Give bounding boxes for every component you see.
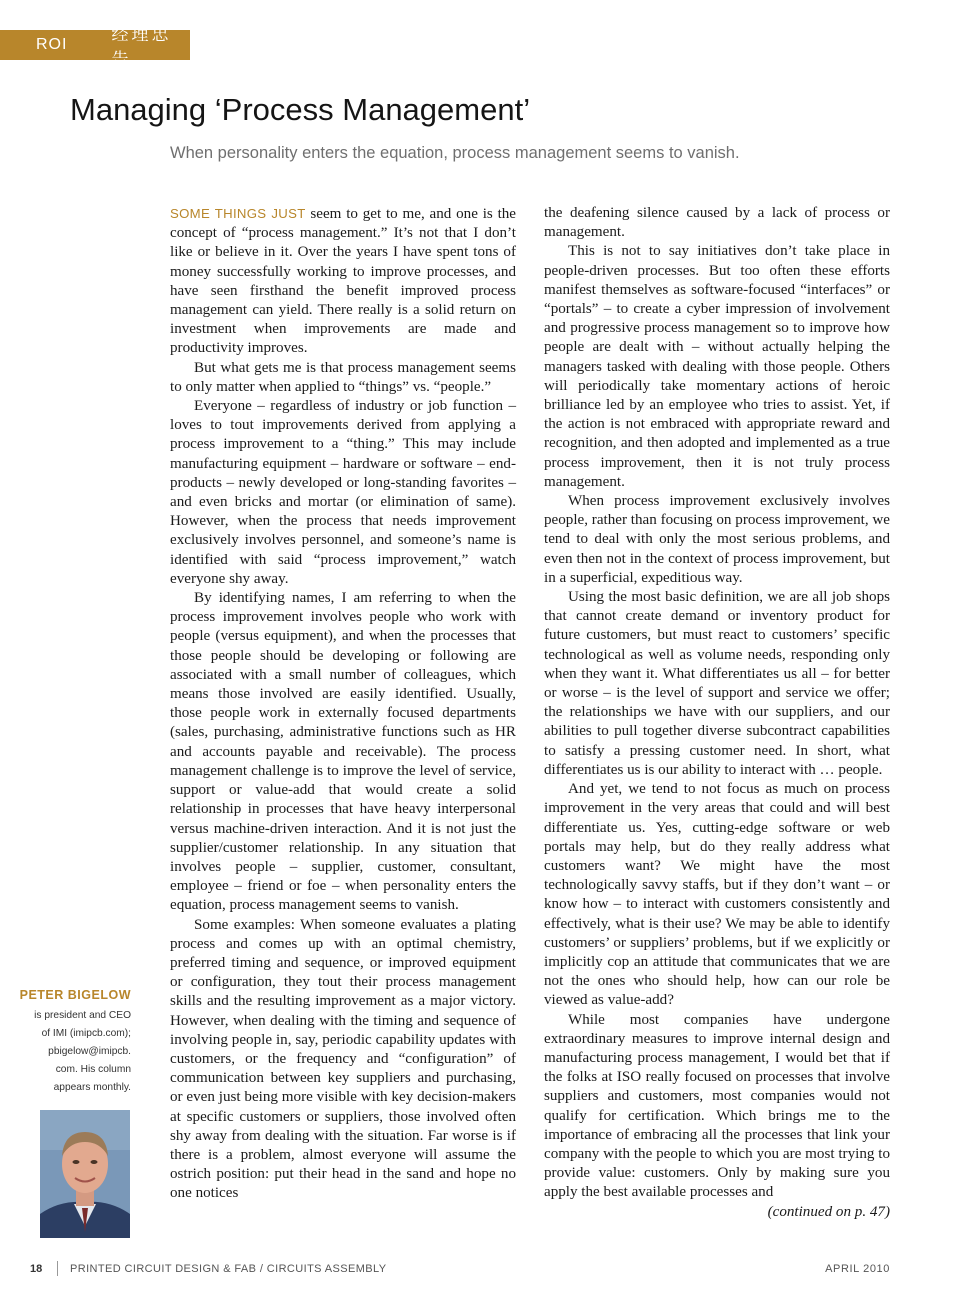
paragraph: And yet, we tend to not focus as much on process improvement in the very areas that could and will best differentiate us. Yes, cutting-edge software or web portals may help, but do they really address what customers want? We might have the most technologically savvy staffs, but if they don’t want – or know how – to interact with customers consistently and effectively, what is their use? We may be able to identify customers’ or suppliers’ problems, but if we explicitly or implicitly cop an attitude that communicates that we are not the ones who should help, how can our role be viewed as value-add?	[544, 781, 890, 1009]
author-name: PETER BIGELOW	[19, 988, 131, 1002]
author-portrait-image	[40, 1110, 130, 1238]
bio-line: is president and CEO	[34, 1010, 131, 1021]
continued-note: (continued on p. 47)	[767, 1203, 890, 1220]
paragraph-text: seem to get to me, and one is the concept of “process management.” It’s not that I don’t like or believe in it. Over the years I have spent tons of money successfully working to improve processes, and have seen firsthand the benefit improved process management can yield. There really is a solid return on investment when improvements are made and productivity improves.	[170, 206, 517, 357]
paragraph: When process improvement exclusively involves people, rather than focusing on process improvement, we tend to deal with only the most serious problems, and even then not in the context of process improvement, but in a superficial, expeditious way.	[544, 493, 890, 586]
bio-line: of IMI (imipcb.com);	[41, 1028, 131, 1039]
section-label: ROI	[36, 36, 68, 53]
paragraph: But what gets me is that process management seems to only matter when applied to “things” vs. “people.”	[170, 359, 516, 395]
page-footer	[0, 1260, 960, 1280]
article-title: Managing ‘Process Management’	[70, 92, 531, 127]
lead-in: SOME THINGS JUST	[170, 206, 306, 221]
section-tag	[0, 25, 190, 69]
paragraph: This is not to say initiatives don’t take place in people-driven processes. But too often these efforts manifest themselves as software-focused “interfaces” or “portals” – to create a cyber impression of involvement and progressive process management so to improve how people are dealt with – without actually helping the managers tasked with dealing with those people. Others will periodically take momentary actions of heroic brilliance led by an employee who tries to assist. Yet, if the action is not embraced with appropriate reward and recognition, and then adopted and implemented as a true process improvement, then it is not truly process management.	[544, 243, 890, 490]
page-number: 18	[30, 1263, 43, 1275]
publication-name: PRINTED CIRCUIT DESIGN & FAB / CIRCUITS ASSEMBLY	[70, 1263, 387, 1275]
bio-line: com. His column	[55, 1064, 131, 1075]
paragraph: the deafening silence caused by a lack of process or management.	[544, 205, 890, 241]
footer-divider	[57, 1261, 58, 1276]
article-column-2	[544, 204, 890, 1222]
section-label-cjk: 经理忠告	[111, 25, 172, 69]
author-photo	[40, 1110, 130, 1238]
paragraph: Using the most basic definition, we are all job shops that cannot create demand or inventory product for future customers, but must react to customers’ specific technological as well as volume needs, responding only when they want it. What differentiates us all – for better or worse – is the level of support and service we offer; the relationships we have with our suppliers, and our abilities to pull together diverse subcontract capabilities to satisfy a pressing customer need. In short, what differentiates us is our ability to interact with … people.	[544, 589, 890, 778]
article-column-1	[170, 204, 516, 1204]
bio-line: appears monthly.	[53, 1082, 131, 1093]
paragraph: By identifying names, I am referring to when the process improvement involves people who work with people (versus equipment), and when the processes that those people should be developing or following are associated with a small number of colleagues, which means those involved are easily identified. Usually, those people work in externally focused departments (sales, purchasing, administrative functions such as HR and accounts payable and receivable). The process management challenge is to improve the level of service, support or value-add that would create a solid relationship in processes that have heavy interpersonal versus machine-driven interaction. And it is not just the supplier/customer relationship. In any situation that involves people – supplier, customer, consultant, employee – friend or foe – when personality enters the equation, process management seems to vanish.	[170, 590, 516, 914]
issue-date: APRIL 2010	[825, 1263, 890, 1275]
paragraph: Some examples: When someone evaluates a plating process and comes up with an optimal chemistry, preferred timing and sequence, or improved equipment or configuration, they tout their process management skills and the resulting improvement as a major victory. However, when dealing with the timing and sequence of involving people in, say, periodic capability updates with customers, or the frequency and “configuration” of communication between key suppliers and purchasing, or even just being more visible with key decision-makers at specific customers or suppliers, those involved often shy away from dealing with the situation. Far worse is if there is a problem, almost everyone will assume the ostrich position: put their head in the sand and hope no one notices	[170, 916, 516, 1202]
article-subtitle: When personality enters the equation, process management seems to vanish.	[170, 144, 740, 162]
author-bio	[14, 988, 131, 1097]
bio-line: pbigelow@imipcb.	[48, 1046, 131, 1057]
paragraph: While most companies have undergone extraordinary measures to improve internal design and manufacturing process management, I would bet that if the folks at ISO really focused on processes that involve suppliers and customers, most companies would not qualify for certification. Which brings me to the importance of embracing all the processes that link your company with the people to which you are most trying to provide value: customers. Only by making sure you apply the best available processes and	[544, 1011, 890, 1201]
paragraph: Everyone – regardless of industry or job function – loves to tout improvements derived from applying a process improvement to a “thing.” This may include manufacturing equipment – hardware or software – end-products – newly developed or long-standing favorites – and even bricks and mortar (or elimination of same). However, when the process that needs improvement exclusively involves personnel, and someone’s name is identified with said “process improvement,” watch everyone shy away.	[170, 398, 516, 587]
paragraph	[170, 204, 516, 359]
author-bio-text	[14, 1007, 131, 1097]
